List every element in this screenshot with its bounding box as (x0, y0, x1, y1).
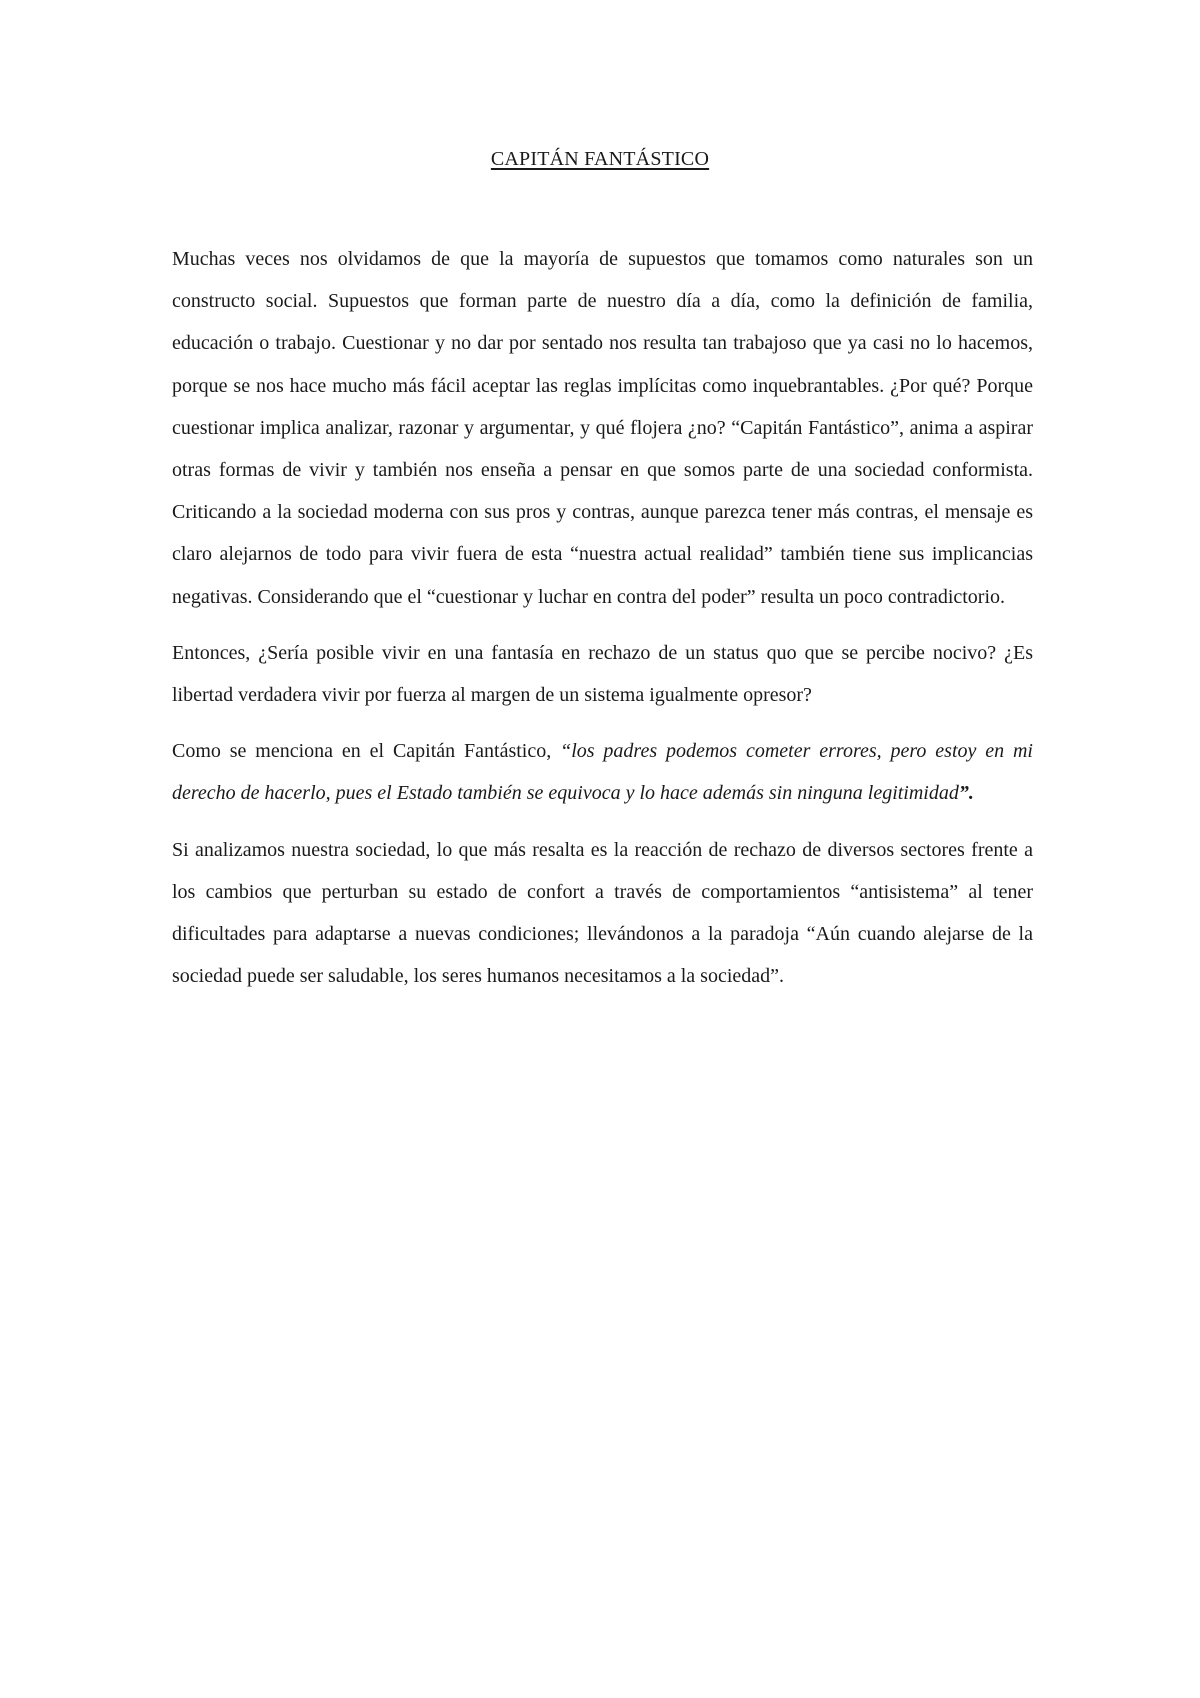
film-quote: “los padres podemos cometer errores, pero estoy en mi derecho de hacerlo, pues el Estado también se equivoca y lo hace además sin ninguna legitimidad (172, 740, 1033, 805)
paragraph-1: Muchas veces nos olvidamos de que la mayoría de supuestos que tomamos como naturales son un constructo social. Supuestos que forman parte de nuestro día a día, como la definición de familia, educación o trabajo. Cuestionar y no dar por sentado nos resulta tan trabajoso que ya casi no lo hacemos, porque se nos hace mucho más fácil aceptar las reglas implícitas como inquebrantables. ¿Por qué? Porque cuestionar implica analizar, razonar y argumentar, y qué flojera ¿no? “Capitán Fantástico”, anima a aspirar otras formas de vivir y también nos enseña a pensar en que somos parte de una sociedad conformista. Criticando a la sociedad moderna con sus pros y contras, aunque parezca tener más contras, el mensaje es claro alejarnos de todo para vivir fuera de esta “nuestra actual realidad” también tiene sus implicancias negativas. Considerando que el “cuestionar y luchar en contra del poder” resulta un poco contradictorio. (172, 248, 1033, 608)
document-title: CAPITÁN FANTÁSTICO (490, 148, 710, 170)
film-quote-end: ”. (958, 782, 974, 805)
paragraph-3 (172, 730, 1033, 814)
document-body (172, 238, 1033, 1011)
paragraph-3-lead: Como se menciona en el Capitán Fantástico, (172, 740, 561, 763)
paragraph-2: Entonces, ¿Sería posible vivir en una fantasía en rechazo de un status quo que se percibe nocivo? ¿Es libertad verdadera vivir por fuerza al margen de un sistema igualmente opresor? (172, 641, 1033, 707)
paragraph-4: Si analizamos nuestra sociedad, lo que más resalta es la reacción de rechazo de diversos sectores frente a los cambios que perturban su estado de confort a través de comportamientos “antisistema” al tener dificultades para adaptarse a nuevas condiciones; llevándonos a la paradoja “Aún cuando alejarse de la sociedad puede ser saludable, los seres humanos necesitamos a la sociedad”. (172, 838, 1033, 988)
